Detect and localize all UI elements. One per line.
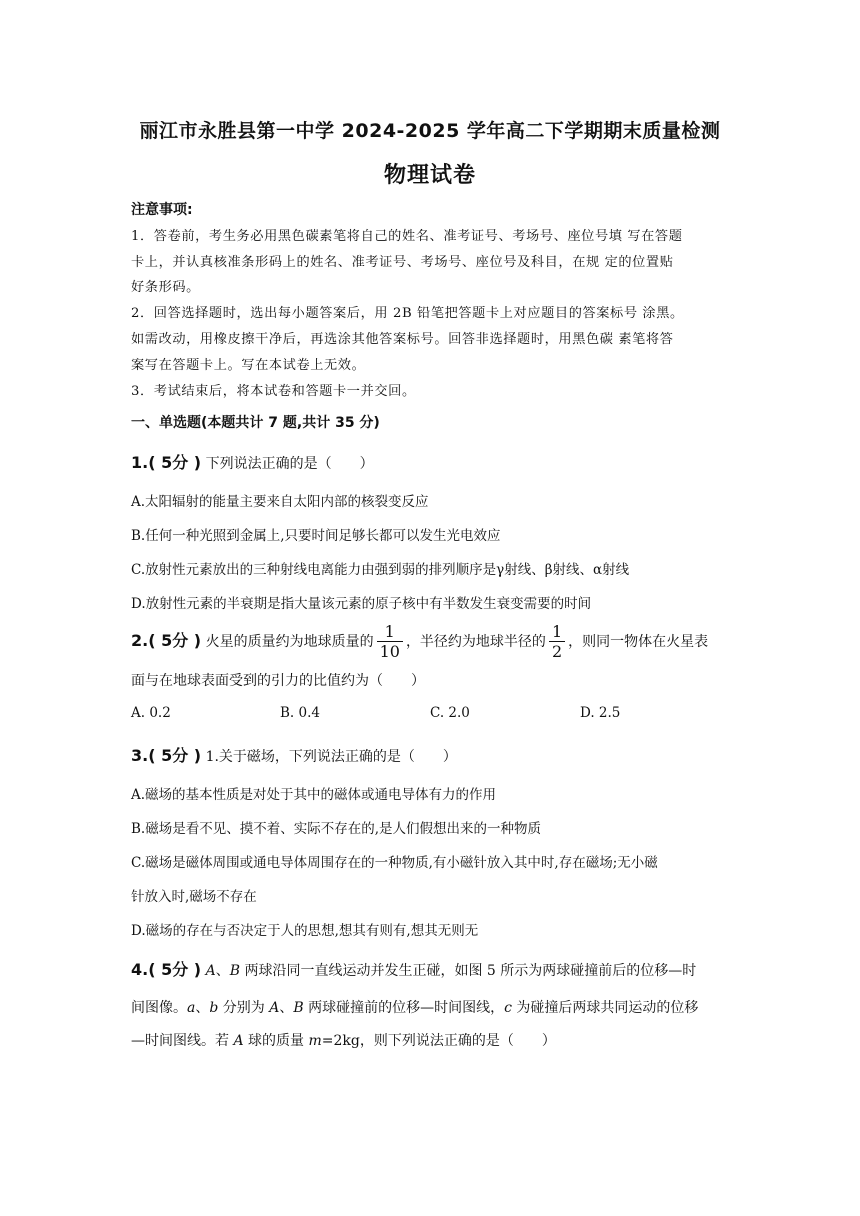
question-2-score: ( 5分 ) [148, 631, 202, 650]
exam-title: 丽江市永胜县第一中学 2024-2025 学年高二下学期期末质量检测 [139, 120, 721, 142]
text-segment: 间图像。 [131, 1000, 187, 1016]
notice-heading: 注意事项: [131, 202, 193, 218]
mass-symbol: m [308, 1033, 322, 1049]
question-2-option-b: B. 0.4 [280, 705, 320, 721]
ball-a-label: A [205, 963, 216, 979]
notice-item-1-line-2: 卡上，并认真核准条形码上的姓名、准考证号、考场号、座位号及科目，在规 定的位置贴 [131, 255, 674, 270]
question-1-option-b: B.任何一种光照到金属上,只要时间足够长都可以发生光电效应 [131, 528, 501, 544]
fraction-2-denominator: 2 [551, 641, 563, 661]
question-3-option-c-line-2: 针放入时,磁场不存在 [131, 889, 257, 905]
line-a-label: a [187, 1000, 196, 1016]
question-2-option-d: D. 2.5 [580, 705, 621, 721]
notice-item-3: 3．考试结束后，将本试卷和答题卡一并交回。 [131, 384, 416, 399]
question-3-option-c-line-1: C.磁场是磁体周围或通电导体周围存在的一种物质,有小磁针放入其中时,存在磁场;无小磁 [131, 855, 658, 871]
section-heading-single-choice: 一、单选题(本题共计 7 题,共计 35 分) [131, 415, 380, 431]
question-2-text-a: 火星的质量约为地球质量的 [205, 634, 374, 650]
question-2-text-c: ，则同一物体在火星表 [568, 634, 709, 650]
question-1-option-c: C.放射性元素放出的三种射线电离能力由强到弱的排列顺序是γ射线、β射线、α射线 [131, 562, 630, 578]
question-3-number: 3. [131, 746, 149, 765]
ball-a-label: A [233, 1033, 244, 1049]
notice-item-1-line-1: 1．答卷前，考生务必用黑色碳素笔将自己的姓名、准考证号、考场号、座位号填 写在答题 [131, 229, 683, 244]
text-segment: —时间图线。若 [131, 1033, 234, 1049]
fraction-2-numerator: 1 [549, 623, 565, 642]
question-3-stem [131, 743, 457, 766]
separator: 、 [215, 963, 230, 979]
question-2-option-a: A. 0.2 [131, 705, 171, 721]
text-segment: 两球碰撞前的位移—时间图线， [303, 1000, 505, 1016]
question-3-option-a: A.磁场的基本性质是对处于其中的磁体或通电导体有力的作用 [131, 787, 497, 803]
question-4-stem-line-3 [131, 1030, 556, 1050]
text-segment: 分别为 [218, 1000, 270, 1016]
ball-b-label: B [229, 963, 240, 979]
ball-b-label: B [293, 1000, 304, 1016]
question-2-text-b: ，半径约为地球半径的 [405, 634, 546, 650]
question-3-score: ( 5分 ) [148, 746, 202, 765]
question-2-number: 2. [131, 631, 149, 650]
notice-item-2-line-3: 案写在答题卡上。写在本试卷上无效。 [131, 358, 366, 373]
fraction-one-tenth [377, 623, 403, 662]
question-1-stem [131, 450, 374, 473]
fraction-1-numerator: 1 [377, 623, 403, 642]
fraction-1-denominator: 10 [379, 641, 400, 661]
notice-item-2-line-1: 2．回答选择题时，选出每小题答案后，用 2B 铅笔把答题卡上对应题目的答案标号 涂黑。 [131, 306, 684, 321]
text-segment: 球的质量 [243, 1033, 309, 1049]
question-4-stem-line-2 [131, 997, 698, 1017]
text-segment: 为碰撞后两球共同运动的位移 [511, 1000, 699, 1016]
line-c-label: c [504, 1000, 512, 1016]
question-4-stem-line-1 [131, 957, 696, 980]
question-2-stem [131, 620, 708, 663]
question-1-text: 下列说法正确的是（ ） [205, 456, 374, 472]
separator: 、 [279, 1000, 294, 1016]
question-2-stem-line-2: 面与在地球表面受到的引力的比值约为（ ） [131, 673, 425, 689]
question-1-option-d: D.放射性元素的半衰期是指大量该元素的原子核中有半数发生衰变需要的时间 [131, 596, 592, 612]
ball-a-label: A [269, 1000, 280, 1016]
question-3-option-d: D.磁场的存在与否决定于人的思想,想其有则有,想其无则无 [131, 923, 479, 939]
question-3-text: 1.关于磁场，下列说法正确的是（ ） [205, 749, 457, 765]
question-1-score: ( 5分 ) [148, 453, 202, 472]
question-4-text-1: 两球沿同一直线运动并发生正碰，如图 5 所示为两球碰撞前后的位移—时 [240, 963, 697, 979]
separator: 、 [195, 1000, 210, 1016]
question-4-number: 4. [131, 960, 149, 979]
exam-subject: 物理试卷 [383, 163, 476, 188]
question-3-option-b: B.磁场是看不见、摸不着、实际不存在的,是人们假想出来的一种物质 [131, 821, 542, 837]
question-1-number: 1. [131, 453, 149, 472]
notice-item-2-line-2: 如需改动，用橡皮擦干净后，再选涂其他答案标号。回答非选择题时，用黑色碳 素笔将答 [131, 332, 674, 347]
notice-item-1-line-3: 好条形码。 [131, 280, 200, 295]
text-segment: =2kg，则下列说法正确的是（ ） [321, 1033, 556, 1049]
question-2-option-c: C. 2.0 [430, 705, 470, 721]
fraction-one-half [549, 623, 565, 662]
line-b-label: b [209, 1000, 219, 1016]
question-1-option-a: A.太阳辐射的能量主要来自太阳内部的核裂变反应 [131, 494, 429, 510]
question-4-score: ( 5分 ) [148, 960, 202, 979]
